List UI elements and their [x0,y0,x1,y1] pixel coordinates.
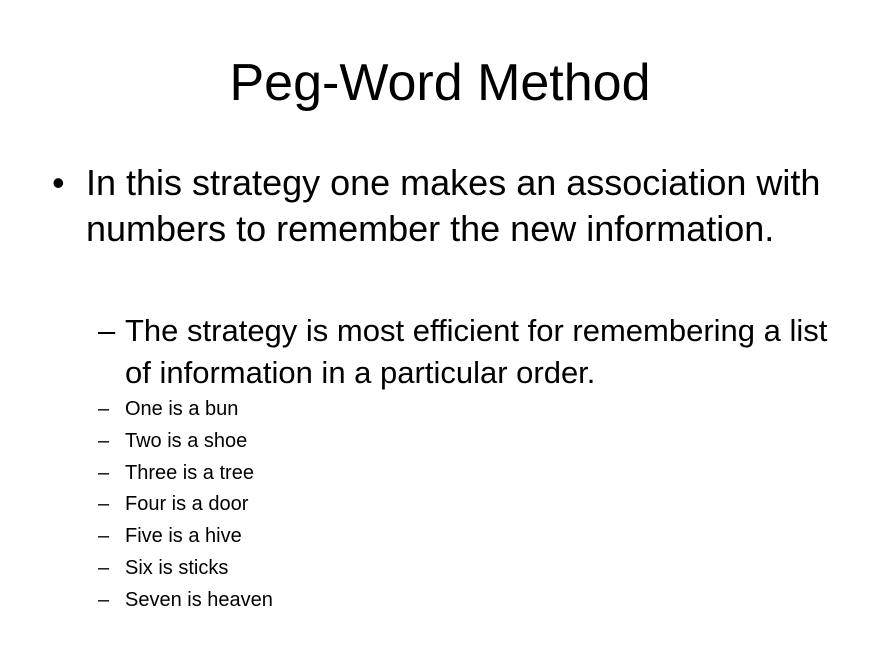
dash-glyph: – [98,525,110,548]
sub-bullet-block [98,310,838,394]
sub-bullet-text: The strategy is most efficient for remembering a list of information in a particular order. [125,313,828,390]
dash-glyph: – [98,313,116,348]
main-bullet-block [52,160,842,252]
list-item [98,489,698,521]
dash-glyph: – [98,493,110,516]
list-item [98,585,698,617]
bullet-glyph: • [52,162,65,203]
dash-glyph: – [98,461,110,484]
dash-glyph: – [98,429,110,452]
peg-text: Three is a tree [125,461,254,484]
peg-text: One is a bun [125,398,239,420]
main-bullet-text: In this strategy one makes an association with numbers to remember the new information. [86,162,821,249]
main-bullet [52,160,842,252]
list-item [98,553,698,585]
peg-text: Five is a hive [125,525,242,548]
list-item [98,426,698,458]
dash-glyph: – [98,588,110,611]
sub-bullet [98,310,838,394]
peg-text: Two is a shoe [125,429,248,452]
peg-text: Six is sticks [125,556,229,579]
list-item [98,521,698,553]
dash-glyph: – [98,398,110,420]
peg-text: Seven is heaven [125,588,273,611]
list-item [98,394,698,426]
dash-glyph: – [98,556,110,579]
peg-word-list [98,394,698,617]
slide-title: Peg-Word Method [229,54,651,112]
peg-text: Four is a door [125,493,249,516]
list-item [98,458,698,490]
